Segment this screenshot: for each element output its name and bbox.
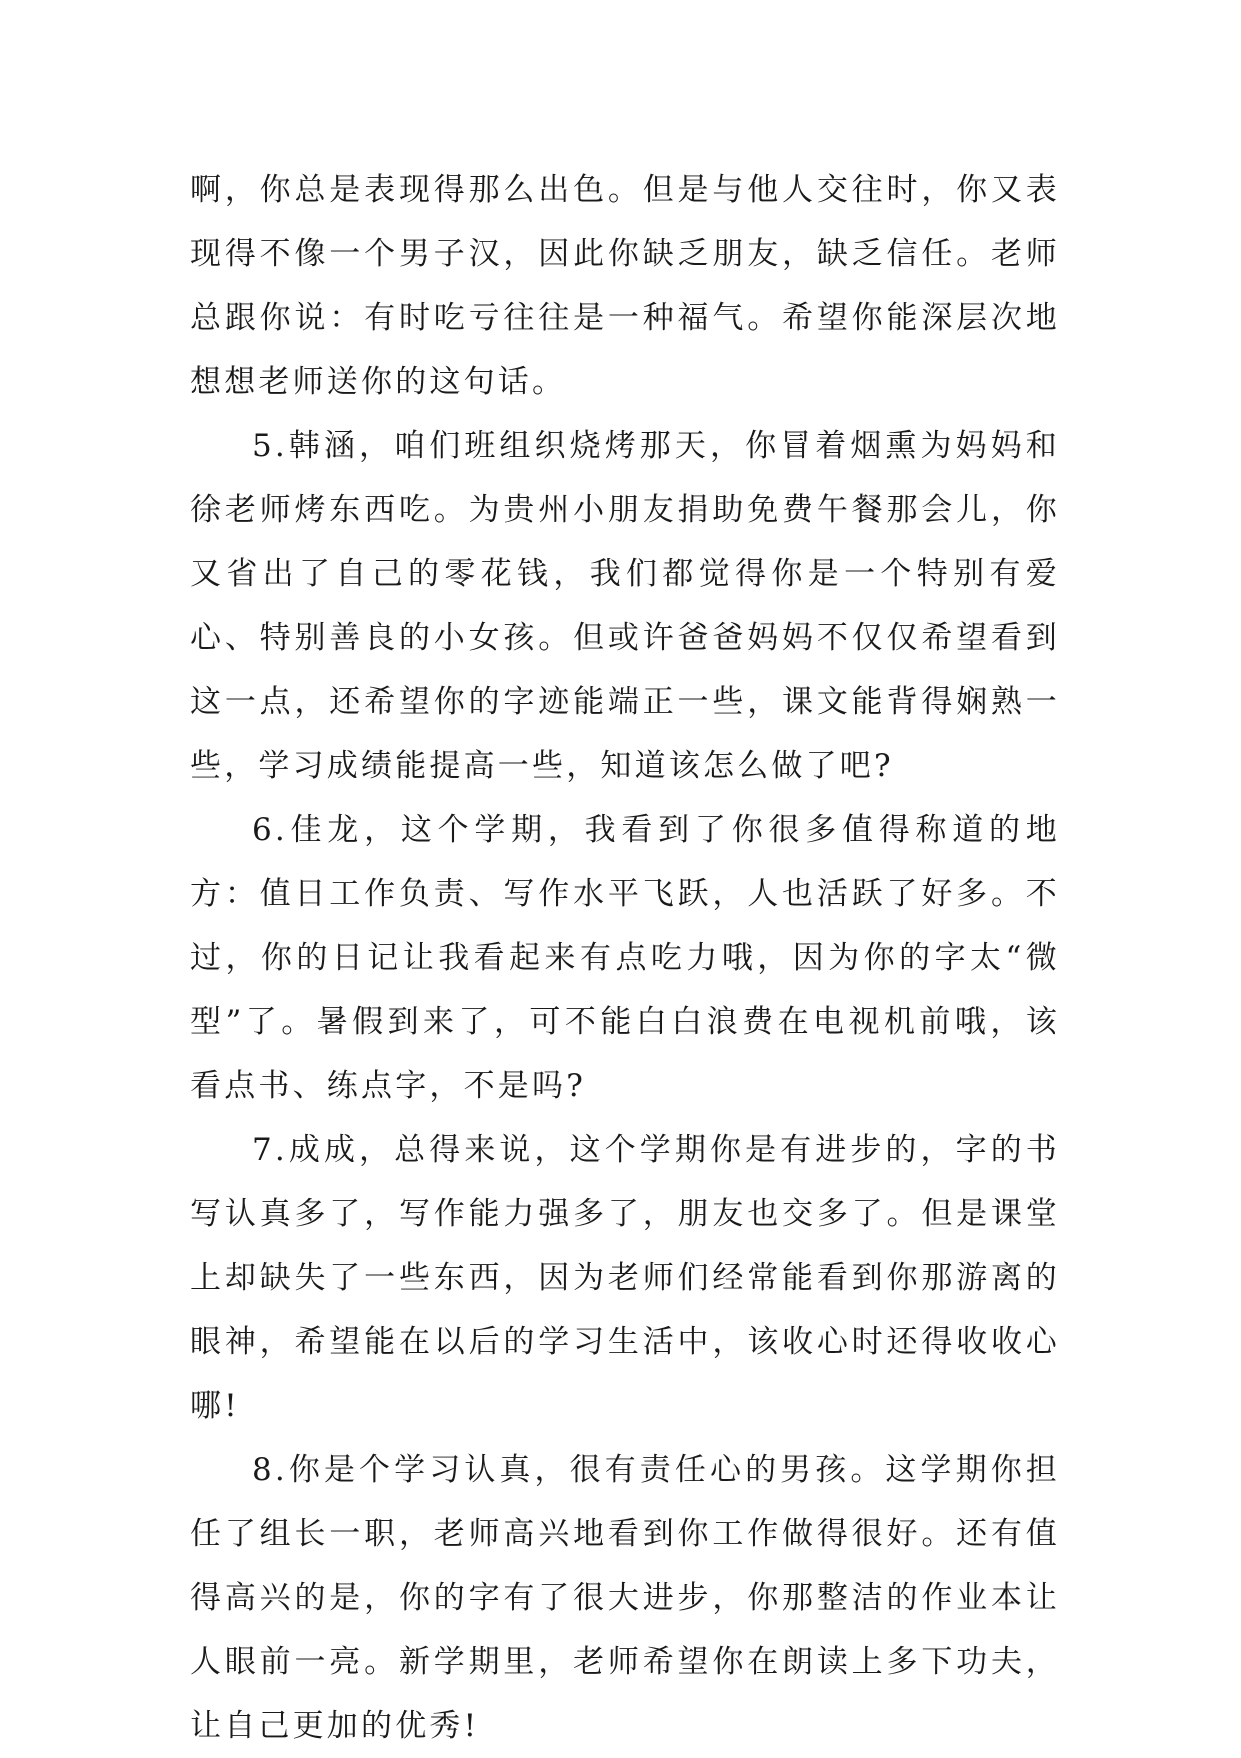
paragraph-comment-5: 5.韩涵，咱们班组织烧烤那天，你冒着烟熏为妈妈和徐老师烤东西吃。为贵州小朋友捐助免费午餐那会儿，你又省出了自己的零花钱，我们都觉得你是一个特别有爱心、特别善良的小女孩。但或许爸爸妈妈不仅仅希望看到这一点，还希望你的字迹能端正一些，课文能背得娴熟一些，学习成绩能提高一些，知道该怎么做了吧? [190, 428, 1060, 784]
paragraph-comment-6: 6.佳龙，这个学期，我看到了你很多值得称道的地方：值日工作负责、写作水平飞跃，人也活跃了好多。不过，你的日记让我看起来有点吃力哦，因为你的字太“微型”了。暑假到来了，可不能白白浪费在电视机前哦，该看点书、练点字，不是吗? [190, 812, 1060, 1104]
document-body [190, 158, 1060, 1758]
paragraph-continuation: 啊，你总是表现得那么出色。但是与他人交往时，你又表现得不像一个男子汉，因此你缺乏朋友，缺乏信任。老师总跟你说：有时吃亏往往是一种福气。希望你能深层次地想想老师送你的这句话。 [190, 172, 1060, 400]
paragraph-comment-7: 7.成成，总得来说，这个学期你是有进步的，字的书写认真多了，写作能力强多了，朋友也交多了。但是课堂上却缺失了一些东西，因为老师们经常能看到你那游离的眼神，希望能在以后的学习生活中，该收心时还得收收心哪! [190, 1132, 1060, 1424]
paragraph-comment-8: 8.你是个学习认真，很有责任心的男孩。这学期你担任了组长一职，老师高兴地看到你工作做得很好。还有值得高兴的是，你的字有了很大进步，你那整洁的作业本让人眼前一亮。新学期里，老师希望你在朗读上多下功夫，让自己更加的优秀! [190, 1452, 1060, 1744]
